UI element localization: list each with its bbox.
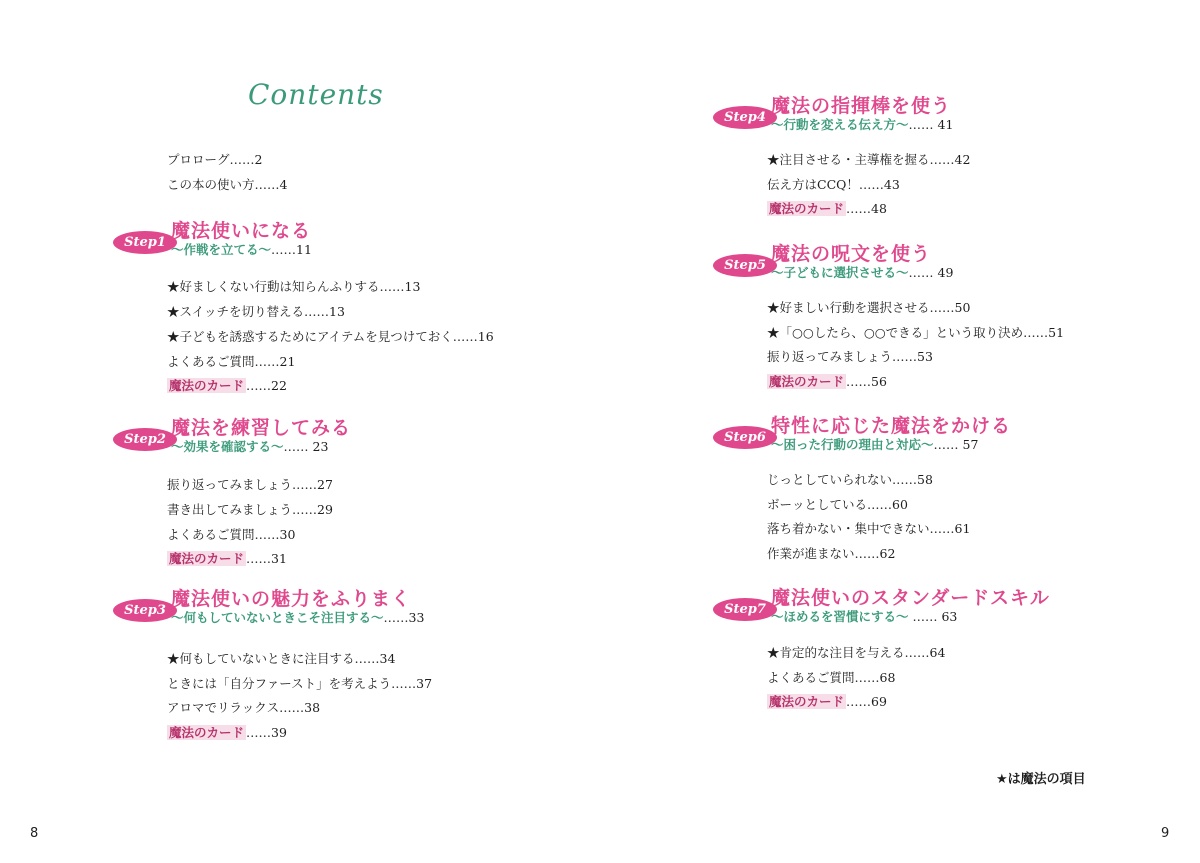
step6-subtitle: ～困った行動の理由と対応～…… 57 [771, 437, 979, 452]
step7-badge: Step7 [713, 598, 777, 621]
step5-title: 魔法の呪文を使う [771, 243, 932, 265]
step4-badge: Step4 [713, 106, 777, 129]
list-item[interactable]: 振り返ってみましょう……27 [167, 477, 333, 492]
list-item[interactable]: ★肯定的な注目を与える……64 [767, 645, 946, 660]
list-item[interactable]: この本の使い方……4 [167, 177, 288, 192]
list-item[interactable]: ★注目させる・主導権を握る……42 [767, 152, 971, 167]
list-item[interactable]: 伝え方はCCQ！……43 [767, 177, 900, 192]
step5-subtitle: ～子どもに選択させる～…… 49 [771, 265, 954, 280]
magic-card-item[interactable]: 魔法のカード ……69 [769, 694, 887, 709]
page-number-left: 8 [30, 826, 39, 841]
list-item[interactable]: ★「○○したら、○○できる」という取り決め……51 [767, 325, 1065, 340]
list-item[interactable]: よくあるご質問……68 [767, 670, 896, 685]
list-item[interactable]: 振り返ってみましょう……53 [767, 349, 933, 364]
list-item[interactable]: 書き出してみましょう……29 [167, 502, 333, 517]
list-item[interactable]: ★スイッチを切り替える……13 [167, 304, 345, 319]
step3-badge: Step3 [113, 599, 177, 622]
step2-subtitle: ～効果を確認する～…… 23 [171, 439, 329, 454]
step5-badge: Step5 [713, 254, 777, 277]
list-item[interactable]: プロローグ……2 [167, 152, 263, 167]
step6-title: 特性に応じた魔法をかける [771, 415, 1012, 437]
step7-subtitle: ～ほめるを習慣にする～ …… 63 [771, 609, 958, 624]
step1-subtitle: ～作戦を立てる～……11 [171, 242, 312, 257]
list-item[interactable]: ボーッとしている……60 [767, 497, 908, 512]
list-item[interactable]: 落ち着かない・集中できない……61 [767, 521, 971, 536]
list-item[interactable]: じっとしていられない……58 [767, 472, 933, 487]
list-item[interactable]: ときには「自分ファースト」を考えよう……37 [167, 676, 433, 691]
list-item[interactable]: ★子どもを誘惑するためにアイテムを見つけておく……16 [167, 329, 494, 344]
right-page [600, 0, 1200, 863]
step7-title: 魔法使いのスタンダードスキル [771, 587, 1050, 609]
list-item[interactable]: 作業が進まない……62 [767, 546, 896, 561]
magic-items-footnote: ★は魔法の項目 [996, 772, 1086, 787]
magic-card-item[interactable]: 魔法のカード ……48 [769, 201, 887, 216]
step4-title: 魔法の指揮棒を使う [771, 95, 952, 117]
contents-title: Contents [248, 78, 384, 111]
magic-card-item[interactable]: 魔法のカード ……39 [169, 725, 287, 740]
magic-card-item[interactable]: 魔法のカード ……56 [769, 374, 887, 389]
step2-title: 魔法を練習してみる [171, 417, 352, 439]
magic-card-item[interactable]: 魔法のカード ……22 [169, 378, 287, 393]
list-item[interactable]: ★好ましい行動を選択させる……50 [767, 300, 971, 315]
step1-badge: Step1 [113, 231, 177, 254]
list-item[interactable]: よくあるご質問……21 [167, 354, 296, 369]
list-item[interactable]: よくあるご質問……30 [167, 527, 296, 542]
page-number-right: 9 [1161, 826, 1170, 841]
step1-title: 魔法使いになる [171, 220, 312, 242]
list-item[interactable]: アロマでリラックス……38 [167, 700, 321, 715]
step6-badge: Step6 [713, 426, 777, 449]
step2-badge: Step2 [113, 428, 177, 451]
list-item[interactable]: ★何もしていないときに注目する……34 [167, 651, 396, 666]
step3-title: 魔法使いの魅力をふりまく [171, 588, 412, 610]
step3-subtitle: ～何もしていないときこそ注目する～……33 [171, 610, 425, 625]
magic-card-item[interactable]: 魔法のカード ……31 [169, 551, 287, 566]
step4-subtitle: ～行動を変える伝え方～…… 41 [771, 117, 954, 132]
list-item[interactable]: ★好ましくない行動は知らんふりする……13 [167, 279, 421, 294]
